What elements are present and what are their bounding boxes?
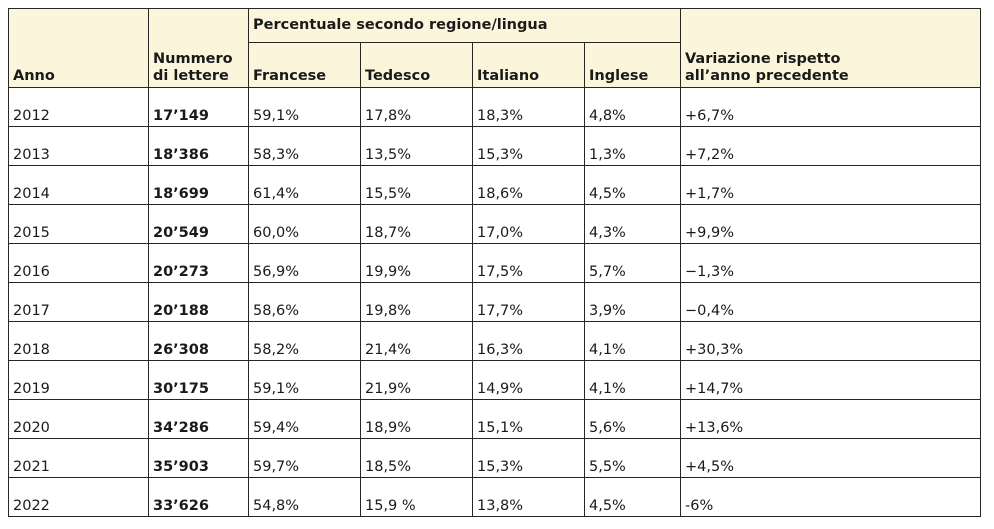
cell-inglese: 3,9%	[585, 283, 681, 322]
cell-tedesco: 18,9%	[361, 400, 473, 439]
cell-italiano: 18,3%	[473, 88, 585, 127]
header-variazione-line1: Variazione rispetto	[685, 51, 841, 67]
cell-anno: 2017	[9, 283, 149, 322]
header-italiano: Italiano	[473, 43, 585, 88]
table-body	[9, 88, 981, 517]
cell-tedesco: 15,9 %	[361, 478, 473, 517]
header-francese: Francese	[249, 43, 361, 88]
table-row	[9, 205, 981, 244]
cell-francese: 59,1%	[249, 361, 361, 400]
cell-tedesco: 18,7%	[361, 205, 473, 244]
cell-variazione: +9,9%	[681, 205, 981, 244]
cell-numero: 30’175	[149, 361, 249, 400]
header-inglese: Inglese	[585, 43, 681, 88]
cell-variazione: +30,3%	[681, 322, 981, 361]
cell-numero: 20’188	[149, 283, 249, 322]
cell-inglese: 4,5%	[585, 166, 681, 205]
letters-table	[8, 8, 981, 517]
cell-inglese: 5,7%	[585, 244, 681, 283]
cell-variazione: −0,4%	[681, 283, 981, 322]
cell-numero: 18’699	[149, 166, 249, 205]
header-numero-line2: di lettere	[153, 68, 229, 84]
table-row	[9, 283, 981, 322]
cell-italiano: 17,0%	[473, 205, 585, 244]
cell-anno: 2018	[9, 322, 149, 361]
cell-variazione: +1,7%	[681, 166, 981, 205]
cell-variazione: -6%	[681, 478, 981, 517]
cell-italiano: 15,3%	[473, 439, 585, 478]
table-row	[9, 166, 981, 205]
cell-variazione: +7,2%	[681, 127, 981, 166]
cell-inglese: 4,1%	[585, 322, 681, 361]
cell-tedesco: 21,9%	[361, 361, 473, 400]
cell-inglese: 4,5%	[585, 478, 681, 517]
cell-numero: 35’903	[149, 439, 249, 478]
cell-anno: 2020	[9, 400, 149, 439]
cell-tedesco: 17,8%	[361, 88, 473, 127]
cell-italiano: 14,9%	[473, 361, 585, 400]
cell-francese: 56,9%	[249, 244, 361, 283]
cell-variazione: +4,5%	[681, 439, 981, 478]
cell-francese: 58,2%	[249, 322, 361, 361]
cell-numero: 33’626	[149, 478, 249, 517]
cell-anno: 2016	[9, 244, 149, 283]
cell-variazione: +6,7%	[681, 88, 981, 127]
table-row	[9, 439, 981, 478]
cell-inglese: 1,3%	[585, 127, 681, 166]
cell-francese: 61,4%	[249, 166, 361, 205]
cell-tedesco: 21,4%	[361, 322, 473, 361]
cell-numero: 20’549	[149, 205, 249, 244]
table-row	[9, 361, 981, 400]
table-row	[9, 88, 981, 127]
cell-numero: 20’273	[149, 244, 249, 283]
cell-numero: 34’286	[149, 400, 249, 439]
header-numero-line1: Nummero	[153, 51, 233, 67]
cell-italiano: 16,3%	[473, 322, 585, 361]
cell-tedesco: 13,5%	[361, 127, 473, 166]
cell-anno: 2021	[9, 439, 149, 478]
cell-francese: 59,1%	[249, 88, 361, 127]
header-numero	[149, 9, 249, 88]
table-header	[9, 9, 981, 88]
header-variazione-line2: all’anno precedente	[685, 68, 849, 84]
cell-tedesco: 18,5%	[361, 439, 473, 478]
cell-inglese: 4,3%	[585, 205, 681, 244]
header-group-percentuale: Percentuale secondo regione/lingua	[249, 9, 681, 43]
cell-italiano: 17,5%	[473, 244, 585, 283]
cell-francese: 60,0%	[249, 205, 361, 244]
cell-inglese: 4,8%	[585, 88, 681, 127]
header-variazione	[681, 9, 981, 88]
cell-italiano: 18,6%	[473, 166, 585, 205]
cell-tedesco: 15,5%	[361, 166, 473, 205]
cell-francese: 59,4%	[249, 400, 361, 439]
cell-anno: 2015	[9, 205, 149, 244]
cell-inglese: 5,6%	[585, 400, 681, 439]
cell-francese: 58,3%	[249, 127, 361, 166]
table-row	[9, 478, 981, 517]
cell-tedesco: 19,9%	[361, 244, 473, 283]
cell-variazione: +13,6%	[681, 400, 981, 439]
cell-numero: 26’308	[149, 322, 249, 361]
table-row	[9, 400, 981, 439]
cell-francese: 58,6%	[249, 283, 361, 322]
cell-variazione: +14,7%	[681, 361, 981, 400]
cell-italiano: 17,7%	[473, 283, 585, 322]
table-row	[9, 322, 981, 361]
cell-variazione: −1,3%	[681, 244, 981, 283]
cell-francese: 59,7%	[249, 439, 361, 478]
cell-numero: 18’386	[149, 127, 249, 166]
cell-inglese: 5,5%	[585, 439, 681, 478]
header-tedesco: Tedesco	[361, 43, 473, 88]
header-anno: Anno	[9, 9, 149, 88]
cell-inglese: 4,1%	[585, 361, 681, 400]
cell-anno: 2013	[9, 127, 149, 166]
letters-table-container	[8, 8, 981, 517]
table-row	[9, 127, 981, 166]
cell-tedesco: 19,8%	[361, 283, 473, 322]
cell-numero: 17’149	[149, 88, 249, 127]
cell-anno: 2012	[9, 88, 149, 127]
cell-italiano: 13,8%	[473, 478, 585, 517]
cell-anno: 2019	[9, 361, 149, 400]
cell-italiano: 15,1%	[473, 400, 585, 439]
cell-anno: 2022	[9, 478, 149, 517]
table-row	[9, 244, 981, 283]
cell-francese: 54,8%	[249, 478, 361, 517]
cell-italiano: 15,3%	[473, 127, 585, 166]
cell-anno: 2014	[9, 166, 149, 205]
